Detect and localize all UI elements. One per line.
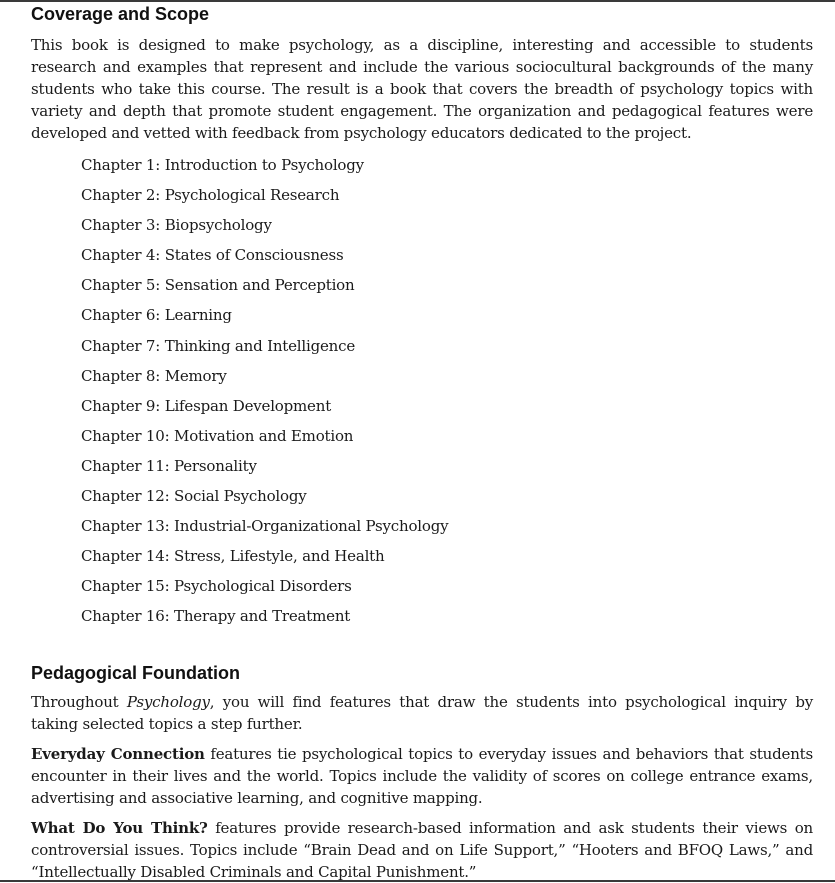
chapter-item: Chapter 10: Motivation and Emotion (81, 426, 354, 445)
chapter-item: Chapter 5: Sensation and Perception (81, 276, 355, 295)
document-page (31, 3, 813, 883)
bottom-rule (0, 880, 835, 882)
intro-text-after: , you will find features that draw the students into psychological inquiry by taking selected topics a step further. (31, 692, 814, 733)
chapter-item: Chapter 7: Thinking and Intelligence (81, 336, 356, 355)
intro-text-before: Throughout (31, 692, 127, 711)
book-title: Psychology (126, 692, 210, 711)
chapter-item: Chapter 4: States of Consciousness (81, 246, 344, 265)
chapter-item: Chapter 16: Therapy and Treatment (81, 607, 351, 626)
pedagogy-heading: Pedagogical Foundation (31, 662, 241, 683)
chapter-item: Chapter 9: Lifespan Development (81, 396, 332, 415)
feature-name: What Do You Think? (31, 818, 208, 837)
chapter-item: Chapter 12: Social Psychology (81, 487, 307, 506)
coverage-heading: Coverage and Scope (31, 4, 210, 24)
chapter-item: Chapter 8: Memory (81, 366, 227, 385)
chapter-item: Chapter 2: Psychological Research (81, 186, 340, 205)
feature-everyday-connection (31, 743, 813, 809)
top-rule (0, 0, 835, 2)
feature-description: features tie psychological topics to everyday issues and behaviors that students encounter in their lives and the world. Topics include the validity of scores on college entrance exams, advertising and associative learning, and cognitive mapping. (31, 744, 813, 807)
chapter-item: Chapter 1: Introduction to Psychology (81, 156, 364, 174)
chapter-item: Chapter 14: Stress, Lifestyle, and Health (81, 547, 385, 566)
chapter-item: Chapter 13: Industrial-Organizational Psychology (81, 517, 449, 536)
chapter-list (81, 150, 813, 632)
coverage-intro-paragraph: This book is designed to make psychology, as a discipline, interesting and accessible to students research and examples that represent and include the various sociocultural backgrounds of the many students who take this course. The result is a book that covers the breadth of psychology topics with variety and depth that promote student engagement. The organization and pedagogical features were developed and vetted with feedback from psychology educators dedicated to the project. (31, 36, 813, 142)
feature-name: Everyday Connection (31, 744, 205, 763)
chapter-item: Chapter 11: Personality (81, 456, 257, 475)
feature-what-do-you-think (31, 817, 813, 883)
chapter-item: Chapter 15: Psychological Disorders (81, 577, 352, 596)
pedagogy-intro-paragraph (31, 691, 813, 735)
chapter-item: Chapter 6: Learning (81, 306, 232, 325)
feature-description: features provide research-based information and ask students their views on controversial issues. Topics include “Brain Dead and on Life Support,” “Hooters and BFOQ Laws,” and “Intellectually Disabled Criminals and Capital Punishment.” (31, 818, 813, 881)
chapter-item: Chapter 3: Biopsychology (81, 216, 272, 235)
